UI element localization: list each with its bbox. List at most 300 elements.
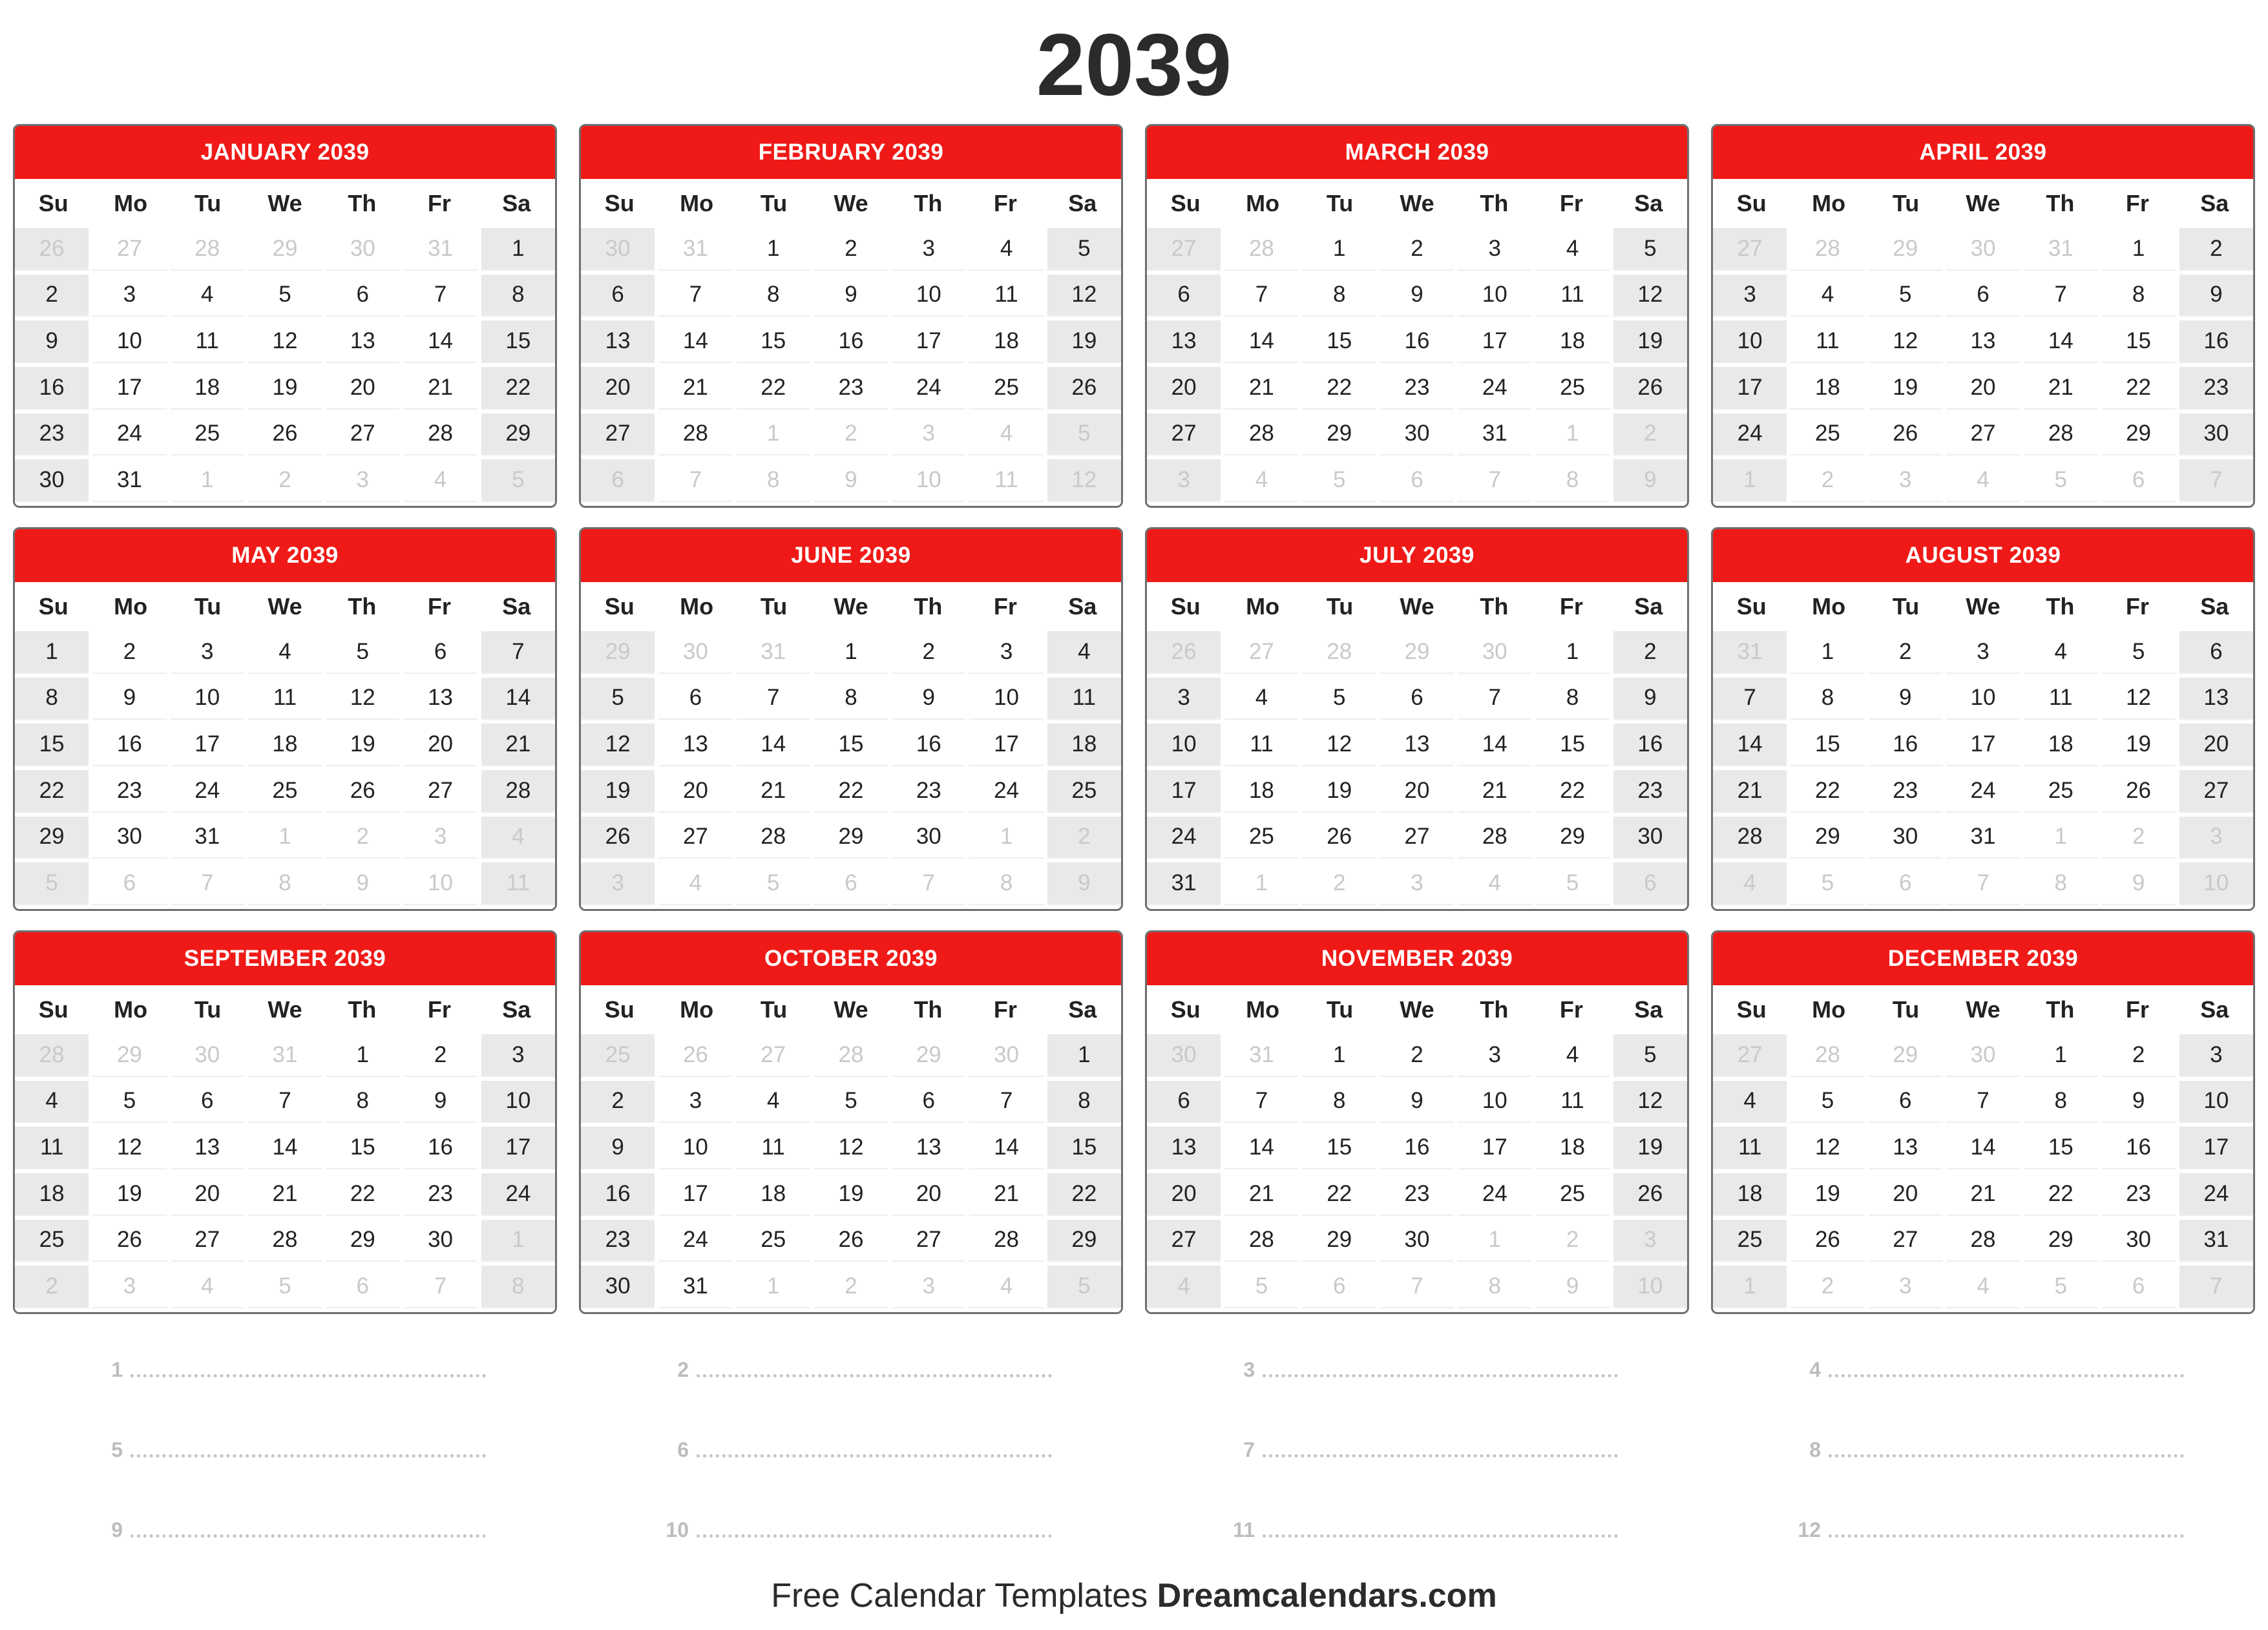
weekday-label: Sa <box>1068 190 1097 216</box>
day-cell: 14 <box>481 678 555 720</box>
day-cell-other-month: 26 <box>1147 631 1221 674</box>
day-cell: 13 <box>1869 1127 1942 1169</box>
month-calendar <box>579 124 1123 508</box>
day-cell: 11 <box>248 678 322 720</box>
day-cell-other-month: 31 <box>248 1034 322 1077</box>
day-cell: 21 <box>1458 770 1531 813</box>
day-cell: 16 <box>1380 1127 1454 1169</box>
weekday-label: We <box>1400 996 1434 1023</box>
day-cell-other-month: 4 <box>1713 862 1787 905</box>
day-cell-other-month: 9 <box>1613 459 1687 502</box>
day-cell-other-month: 6 <box>2101 1266 2175 1308</box>
day-cell: 31 <box>2179 1220 2253 1262</box>
day-cell: 18 <box>1224 770 1298 813</box>
day-cell: 5 <box>1869 275 1942 317</box>
day-cell: 30 <box>1380 1220 1454 1262</box>
day-cell-other-month: 5 <box>248 1266 322 1308</box>
day-cell-other-month: 7 <box>403 1266 477 1308</box>
day-cell: 6 <box>1147 1081 1221 1123</box>
day-cell: 22 <box>1303 367 1376 410</box>
day-cell: 11 <box>15 1127 89 1169</box>
footer-brand-link[interactable]: Dreamcalendars.com <box>1157 1577 1497 1614</box>
day-grid <box>1713 228 2253 506</box>
day-cell: 17 <box>658 1173 732 1216</box>
day-cell-other-month: 3 <box>1147 459 1221 502</box>
weekday-header-row <box>1713 179 2253 228</box>
day-grid <box>1713 631 2253 909</box>
day-cell: 3 <box>1458 1034 1531 1077</box>
day-cell: 17 <box>969 724 1043 766</box>
weekday-header-row <box>1147 985 1687 1034</box>
note-number: 9 <box>111 1518 123 1541</box>
day-cell-other-month: 1 <box>2024 817 2097 859</box>
day-cell: 26 <box>1613 1173 1687 1216</box>
day-cell: 6 <box>403 631 477 674</box>
day-cell-other-month: 6 <box>581 459 655 502</box>
day-cell: 5 <box>1613 1034 1687 1077</box>
day-cell-other-month: 9 <box>2101 862 2175 905</box>
day-cell: 21 <box>969 1173 1043 1216</box>
day-cell: 27 <box>1147 1220 1221 1262</box>
day-cell: 25 <box>248 770 322 813</box>
day-cell: 24 <box>969 770 1043 813</box>
month-title: JUNE 2039 <box>581 529 1121 582</box>
day-cell: 9 <box>15 320 89 363</box>
day-cell-other-month: 7 <box>1946 862 2020 905</box>
day-cell: 2 <box>2101 1034 2175 1077</box>
day-cell: 25 <box>1535 1173 1609 1216</box>
day-cell-other-month: 9 <box>1047 862 1121 905</box>
day-cell: 21 <box>1713 770 1787 813</box>
day-grid <box>15 631 555 909</box>
weekday-label: Fr <box>1559 996 1583 1023</box>
weekday-label: We <box>1400 190 1434 216</box>
day-cell: 27 <box>403 770 477 813</box>
day-cell: 13 <box>326 320 399 363</box>
day-cell: 7 <box>481 631 555 674</box>
note-dotted-line <box>131 1454 486 1458</box>
weekday-label: Fr <box>427 190 451 216</box>
day-cell: 14 <box>248 1127 322 1169</box>
day-cell: 12 <box>581 724 655 766</box>
day-cell: 10 <box>1147 724 1221 766</box>
day-cell-other-month: 4 <box>481 817 555 859</box>
day-cell-other-month: 30 <box>1946 228 2020 271</box>
note-dotted-line <box>697 1374 1052 1377</box>
day-cell-other-month: 5 <box>2024 1266 2097 1308</box>
day-cell: 19 <box>2101 724 2175 766</box>
weekday-label: Tu <box>1326 593 1354 620</box>
day-cell-other-month: 2 <box>814 413 888 456</box>
day-cell: 26 <box>1613 367 1687 410</box>
day-cell: 22 <box>1303 1173 1376 1216</box>
day-cell-other-month: 3 <box>581 862 655 905</box>
day-cell-other-month: 7 <box>1380 1266 1454 1308</box>
footer <box>0 1576 2268 1615</box>
weekday-label: Tu <box>194 593 222 620</box>
day-cell: 23 <box>1380 1173 1454 1216</box>
day-cell-other-month: 27 <box>1713 1034 1787 1077</box>
weekday-header-row <box>581 179 1121 228</box>
day-cell: 26 <box>1790 1220 1864 1262</box>
note-line-item <box>1145 1330 1689 1410</box>
day-cell-other-month: 5 <box>481 459 555 502</box>
day-cell-other-month: 4 <box>1224 459 1298 502</box>
day-cell-other-month: 25 <box>581 1034 655 1077</box>
day-cell-other-month: 1 <box>1535 413 1609 456</box>
day-cell: 12 <box>1869 320 1942 363</box>
weekday-label: Su <box>1736 593 1767 620</box>
day-cell: 5 <box>92 1081 166 1123</box>
day-cell: 19 <box>1047 320 1121 363</box>
day-cell-other-month: 7 <box>2179 459 2253 502</box>
day-cell: 22 <box>814 770 888 813</box>
weekday-label: Fr <box>427 593 451 620</box>
day-cell: 8 <box>1535 678 1609 720</box>
day-cell-other-month: 26 <box>15 228 89 271</box>
day-cell: 14 <box>969 1127 1043 1169</box>
day-cell-other-month: 1 <box>737 1266 810 1308</box>
day-cell: 26 <box>581 817 655 859</box>
day-cell-other-month: 28 <box>814 1034 888 1077</box>
day-cell-other-month: 3 <box>2179 817 2253 859</box>
weekday-label: Mo <box>1246 190 1280 216</box>
weekday-label: Mo <box>1812 593 1846 620</box>
day-cell: 26 <box>1047 367 1121 410</box>
day-cell: 14 <box>1946 1127 2020 1169</box>
day-cell-other-month: 30 <box>1147 1034 1221 1077</box>
day-cell: 8 <box>481 275 555 317</box>
day-cell: 11 <box>1535 275 1609 317</box>
day-cell: 24 <box>658 1220 732 1262</box>
day-cell: 4 <box>2024 631 2097 674</box>
note-line-item <box>1711 1410 2255 1490</box>
day-cell-other-month: 1 <box>1713 1266 1787 1308</box>
day-cell: 29 <box>2101 413 2175 456</box>
day-cell-other-month: 26 <box>658 1034 732 1077</box>
day-cell: 9 <box>92 678 166 720</box>
weekday-label: Mo <box>1246 996 1280 1023</box>
day-cell: 29 <box>15 817 89 859</box>
day-cell: 20 <box>581 367 655 410</box>
day-cell: 21 <box>1224 1173 1298 1216</box>
day-cell: 10 <box>481 1081 555 1123</box>
day-cell: 20 <box>1147 1173 1221 1216</box>
day-cell-other-month: 1 <box>1713 459 1787 502</box>
day-cell: 15 <box>326 1127 399 1169</box>
weekday-label: Th <box>1480 190 1509 216</box>
day-cell: 31 <box>171 817 244 859</box>
day-cell: 13 <box>658 724 732 766</box>
day-cell: 8 <box>2024 1081 2097 1123</box>
day-cell: 11 <box>737 1127 810 1169</box>
weekday-label: Sa <box>2200 190 2229 216</box>
weekday-label: Sa <box>1068 996 1097 1023</box>
day-cell: 8 <box>737 275 810 317</box>
day-cell: 2 <box>814 228 888 271</box>
day-cell: 25 <box>1047 770 1121 813</box>
day-cell: 21 <box>658 367 732 410</box>
day-cell: 29 <box>2024 1220 2097 1262</box>
day-cell: 24 <box>1147 817 1221 859</box>
day-cell: 25 <box>969 367 1043 410</box>
note-dotted-line <box>1263 1534 1618 1538</box>
day-cell: 20 <box>1380 770 1454 813</box>
day-cell: 1 <box>481 228 555 271</box>
day-cell: 12 <box>1790 1127 1864 1169</box>
weekday-label: We <box>268 996 302 1023</box>
day-cell-other-month: 31 <box>1713 631 1787 674</box>
day-cell: 17 <box>1458 320 1531 363</box>
day-cell: 10 <box>892 275 965 317</box>
day-cell: 14 <box>1224 320 1298 363</box>
month-calendar <box>1145 124 1689 508</box>
day-cell-other-month: 8 <box>969 862 1043 905</box>
day-cell-other-month: 3 <box>326 459 399 502</box>
day-cell: 7 <box>248 1081 322 1123</box>
weekday-label: Mo <box>1812 190 1846 216</box>
day-cell-other-month: 3 <box>1869 459 1942 502</box>
day-cell-other-month: 4 <box>1458 862 1531 905</box>
day-cell-other-month: 2 <box>15 1266 89 1308</box>
day-cell: 28 <box>969 1220 1043 1262</box>
day-cell: 8 <box>2101 275 2175 317</box>
day-cell-other-month: 12 <box>1047 459 1121 502</box>
day-cell-other-month: 2 <box>1613 413 1687 456</box>
day-cell-other-month: 4 <box>658 862 732 905</box>
day-cell: 26 <box>814 1220 888 1262</box>
day-cell: 20 <box>403 724 477 766</box>
month-title: SEPTEMBER 2039 <box>15 932 555 985</box>
day-cell: 4 <box>171 275 244 317</box>
day-cell: 12 <box>248 320 322 363</box>
note-line-item <box>579 1410 1123 1490</box>
weekday-label: Mo <box>680 593 714 620</box>
weekday-label: Sa <box>2200 593 2229 620</box>
day-cell: 8 <box>326 1081 399 1123</box>
day-cell: 3 <box>92 275 166 317</box>
day-cell: 9 <box>2179 275 2253 317</box>
note-number: 6 <box>677 1437 689 1461</box>
day-cell-other-month: 2 <box>2101 817 2175 859</box>
month-calendar <box>1145 527 1689 911</box>
day-cell: 7 <box>2024 275 2097 317</box>
day-cell: 5 <box>1047 228 1121 271</box>
day-cell: 8 <box>1047 1081 1121 1123</box>
day-cell-other-month: 11 <box>969 459 1043 502</box>
day-cell-other-month: 8 <box>737 459 810 502</box>
day-cell: 5 <box>248 275 322 317</box>
day-cell: 17 <box>1147 770 1221 813</box>
weekday-label: Su <box>604 190 635 216</box>
day-cell-other-month: 10 <box>403 862 477 905</box>
note-number: 11 <box>1233 1518 1255 1541</box>
day-cell: 7 <box>1458 678 1531 720</box>
day-cell-other-month: 3 <box>1380 862 1454 905</box>
day-cell: 3 <box>1713 275 1787 317</box>
day-cell: 6 <box>658 678 732 720</box>
day-cell: 15 <box>814 724 888 766</box>
day-cell: 31 <box>1946 817 2020 859</box>
day-cell: 4 <box>737 1081 810 1123</box>
weekday-header-row <box>15 985 555 1034</box>
day-cell: 28 <box>1946 1220 2020 1262</box>
day-cell: 10 <box>92 320 166 363</box>
weekday-label: Mo <box>1812 996 1846 1023</box>
day-cell: 26 <box>1869 413 1942 456</box>
day-cell: 23 <box>2179 367 2253 410</box>
weekday-label: We <box>1966 190 2000 216</box>
weekday-header-row <box>1147 179 1687 228</box>
day-cell-other-month: 2 <box>814 1266 888 1308</box>
day-cell-other-month: 2 <box>1047 817 1121 859</box>
note-number: 2 <box>677 1357 689 1381</box>
day-grid <box>15 1034 555 1312</box>
day-cell: 27 <box>658 817 732 859</box>
day-cell-other-month: 7 <box>1458 459 1531 502</box>
day-cell: 12 <box>326 678 399 720</box>
day-cell: 3 <box>1147 678 1221 720</box>
weekday-label: Th <box>1480 593 1509 620</box>
day-cell: 3 <box>658 1081 732 1123</box>
weekday-label: Fr <box>2125 190 2149 216</box>
day-cell: 20 <box>658 770 732 813</box>
day-cell: 4 <box>1713 1081 1787 1123</box>
day-cell-other-month: 8 <box>1535 459 1609 502</box>
day-cell: 1 <box>1535 631 1609 674</box>
day-cell: 29 <box>481 413 555 456</box>
note-number: 5 <box>111 1437 123 1461</box>
day-cell-other-month: 30 <box>581 228 655 271</box>
day-cell: 22 <box>1535 770 1609 813</box>
note-line-item <box>579 1330 1123 1410</box>
day-cell: 1 <box>814 631 888 674</box>
day-cell: 22 <box>15 770 89 813</box>
weekday-label: Su <box>1736 190 1767 216</box>
weekday-label: Tu <box>1892 996 1920 1023</box>
day-cell: 1 <box>1790 631 1864 674</box>
day-cell-other-month: 28 <box>15 1034 89 1077</box>
weekday-label: We <box>834 996 868 1023</box>
weekday-label: Tu <box>760 190 788 216</box>
day-cell-other-month: 6 <box>326 1266 399 1308</box>
day-cell: 30 <box>2101 1220 2175 1262</box>
day-cell: 18 <box>171 367 244 410</box>
day-cell: 20 <box>1869 1173 1942 1216</box>
day-cell-other-month: 4 <box>403 459 477 502</box>
day-cell: 8 <box>814 678 888 720</box>
day-cell-other-month: 7 <box>658 459 732 502</box>
day-cell-other-month: 5 <box>1790 862 1864 905</box>
day-cell: 9 <box>1380 1081 1454 1123</box>
day-cell: 12 <box>1613 275 1687 317</box>
day-cell: 12 <box>92 1127 166 1169</box>
day-cell-other-month: 29 <box>92 1034 166 1077</box>
weekday-label: Fr <box>993 996 1017 1023</box>
day-cell: 10 <box>171 678 244 720</box>
weekday-label: Sa <box>1634 190 1663 216</box>
day-grid <box>1147 1034 1687 1312</box>
day-cell-other-month: 6 <box>2101 459 2175 502</box>
day-cell: 13 <box>581 320 655 363</box>
day-cell: 29 <box>814 817 888 859</box>
day-cell: 25 <box>1713 1220 1787 1262</box>
day-cell: 5 <box>814 1081 888 1123</box>
day-cell: 20 <box>326 367 399 410</box>
day-cell: 28 <box>1224 1220 1298 1262</box>
day-cell: 13 <box>403 678 477 720</box>
day-cell: 30 <box>15 459 89 502</box>
day-cell: 17 <box>2179 1127 2253 1169</box>
day-grid <box>581 228 1121 506</box>
weekday-label: Th <box>914 190 943 216</box>
note-line-item <box>1711 1490 2255 1570</box>
day-cell-other-month: 4 <box>969 1266 1043 1308</box>
note-dotted-line <box>1829 1454 2184 1458</box>
day-cell: 28 <box>658 413 732 456</box>
day-cell-other-month: 31 <box>403 228 477 271</box>
day-cell: 12 <box>2101 678 2175 720</box>
day-cell: 22 <box>737 367 810 410</box>
day-cell: 3 <box>969 631 1043 674</box>
day-cell: 16 <box>2101 1127 2175 1169</box>
day-cell: 19 <box>92 1173 166 1216</box>
month-title: AUGUST 2039 <box>1713 529 2253 582</box>
day-cell: 10 <box>2179 1081 2253 1123</box>
day-cell: 18 <box>1713 1173 1787 1216</box>
day-cell: 19 <box>1613 320 1687 363</box>
day-cell: 4 <box>15 1081 89 1123</box>
weekday-label: We <box>1966 593 2000 620</box>
day-cell: 4 <box>1535 1034 1609 1077</box>
day-cell: 23 <box>892 770 965 813</box>
day-cell: 11 <box>1713 1127 1787 1169</box>
day-cell: 28 <box>1713 817 1787 859</box>
day-cell: 16 <box>892 724 965 766</box>
month-title: NOVEMBER 2039 <box>1147 932 1687 985</box>
note-line-item <box>1145 1490 1689 1570</box>
day-cell: 1 <box>15 631 89 674</box>
day-cell: 21 <box>1224 367 1298 410</box>
day-cell-other-month: 30 <box>326 228 399 271</box>
day-cell: 26 <box>326 770 399 813</box>
day-cell: 27 <box>326 413 399 456</box>
day-cell: 16 <box>1380 320 1454 363</box>
day-cell: 25 <box>2024 770 2097 813</box>
day-cell: 19 <box>326 724 399 766</box>
day-cell: 17 <box>1946 724 2020 766</box>
day-cell: 11 <box>2024 678 2097 720</box>
day-cell: 17 <box>481 1127 555 1169</box>
note-line-item <box>579 1490 1123 1570</box>
weekday-label: Sa <box>2200 996 2229 1023</box>
day-cell: 23 <box>403 1173 477 1216</box>
day-cell-other-month: 2 <box>1790 1266 1864 1308</box>
day-cell: 26 <box>92 1220 166 1262</box>
day-cell: 24 <box>1458 1173 1531 1216</box>
weekday-label: Su <box>38 190 68 216</box>
day-cell: 8 <box>15 678 89 720</box>
day-cell: 3 <box>1458 228 1531 271</box>
day-cell: 19 <box>1869 367 1942 410</box>
day-cell: 18 <box>248 724 322 766</box>
weekday-label: Tu <box>1326 996 1354 1023</box>
weekday-label: Mo <box>680 190 714 216</box>
weekday-label: Fr <box>993 593 1017 620</box>
day-cell: 7 <box>1946 1081 2020 1123</box>
day-cell: 29 <box>1535 817 1609 859</box>
weekday-label: We <box>1966 996 2000 1023</box>
